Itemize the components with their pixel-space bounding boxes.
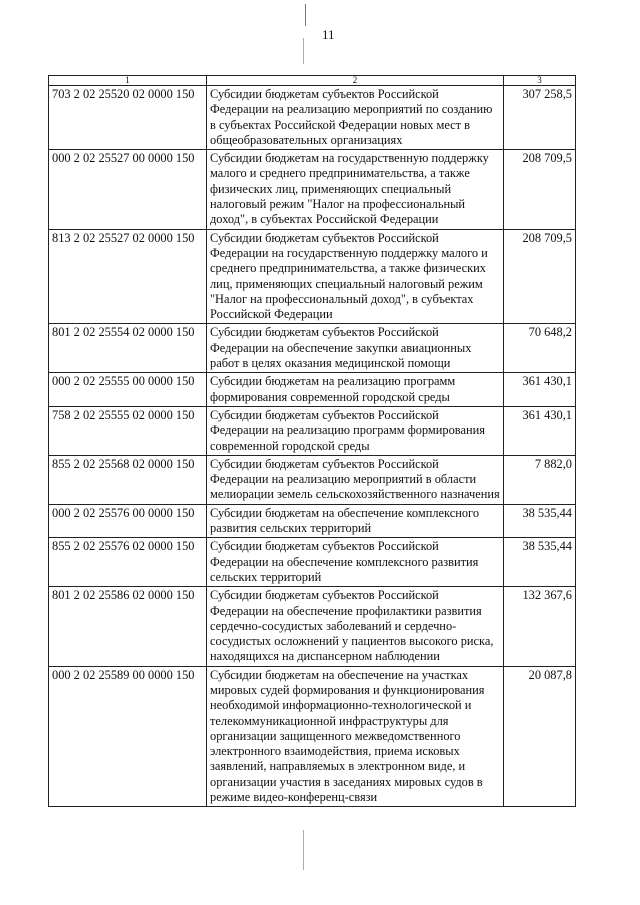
subsidy-description: Субсидии бюджетам на обеспечение на участках мировых судей формирования и функционирования необходимой информационно-технологической и телекоммуникационной инфраструктуры для организации защищенного межведомственного электронного взаимодействия, приема исковых заявлений, направляемых в электронном виде, и организации участия в заседаниях мировых судов в режиме видео-конференц-связи — [207, 666, 504, 807]
table-row — [49, 538, 576, 587]
budget-code: 855 2 02 25568 02 0000 150 — [49, 455, 207, 504]
subsidy-description: Субсидии бюджетам субъектов Российской Федерации на обеспечение комплексного развития сельских территорий — [207, 538, 504, 587]
subsidy-description: Субсидии бюджетам на государственную поддержку малого и среднего предпринимательства, а также физических лиц, применяющих специальный налоговый режим "Налог на профессиональный доход", в субъектах Российской Федерации — [207, 150, 504, 229]
amount: 38 535,44 — [504, 504, 576, 538]
scan-artifact-bottom — [303, 830, 304, 870]
budget-code: 703 2 02 25520 02 0000 150 — [49, 86, 207, 150]
table-row — [49, 504, 576, 538]
column-header-code: 1 — [49, 76, 207, 86]
subsidy-description: Субсидии бюджетам на реализацию программ формирования современной городской среды — [207, 373, 504, 407]
table-row — [49, 587, 576, 666]
page-number: 11 — [322, 27, 335, 42]
scan-artifact-middle — [303, 38, 304, 64]
amount: 38 535,44 — [504, 538, 576, 587]
column-header-name: 2 — [207, 76, 504, 86]
budget-code: 801 2 02 25586 02 0000 150 — [49, 587, 207, 666]
scan-artifact-top — [305, 4, 306, 26]
subsidy-description: Субсидии бюджетам субъектов Российской Федерации на обеспечение закупки авиационных работ в целях оказания медицинской помощи — [207, 324, 504, 373]
budget-table — [48, 75, 576, 807]
budget-code: 758 2 02 25555 02 0000 150 — [49, 406, 207, 455]
budget-code: 813 2 02 25527 02 0000 150 — [49, 229, 207, 324]
subsidy-description: Субсидии бюджетам субъектов Российской Федерации на реализацию мероприятий в области мелиорации земель сельскохозяйственного назначения — [207, 455, 504, 504]
subsidy-description: Субсидии бюджетам субъектов Российской Федерации на реализацию мероприятий по созданию в субъектах Российской Федерации новых мест в общеобразовательных организациях — [207, 86, 504, 150]
amount: 70 648,2 — [504, 324, 576, 373]
amount: 208 709,5 — [504, 229, 576, 324]
amount: 307 258,5 — [504, 86, 576, 150]
table-row — [49, 229, 576, 324]
budget-code: 000 2 02 25576 00 0000 150 — [49, 504, 207, 538]
table-row — [49, 666, 576, 807]
budget-code: 801 2 02 25554 02 0000 150 — [49, 324, 207, 373]
table-row — [49, 86, 576, 150]
subsidy-description: Субсидии бюджетам субъектов Российской Федерации на обеспечение профилактики развития сердечно-сосудистых заболеваний и сердечно-сосудистых осложнений у пациентов высокого риска, находящихся на диспансерном наблюдении — [207, 587, 504, 666]
budget-code: 855 2 02 25576 02 0000 150 — [49, 538, 207, 587]
budget-code: 000 2 02 25589 00 0000 150 — [49, 666, 207, 807]
amount: 7 882,0 — [504, 455, 576, 504]
table-row — [49, 324, 576, 373]
amount: 361 430,1 — [504, 406, 576, 455]
amount: 361 430,1 — [504, 373, 576, 407]
column-header-amount: 3 — [504, 76, 576, 86]
table-row — [49, 455, 576, 504]
subsidy-description: Субсидии бюджетам на обеспечение комплексного развития сельских территорий — [207, 504, 504, 538]
subsidy-description: Субсидии бюджетам субъектов Российской Федерации на реализацию программ формирования современной городской среды — [207, 406, 504, 455]
table-header-row — [49, 76, 576, 86]
table-row — [49, 406, 576, 455]
table-row — [49, 373, 576, 407]
budget-code: 000 2 02 25527 00 0000 150 — [49, 150, 207, 229]
amount: 208 709,5 — [504, 150, 576, 229]
subsidy-description: Субсидии бюджетам субъектов Российской Федерации на государственную поддержку малого и среднего предпринимательства, а также физических лиц, применяющих специальный налоговый режим "Налог на профессиональный доход", в субъектах Российской Федерации — [207, 229, 504, 324]
table-row — [49, 150, 576, 229]
budget-code: 000 2 02 25555 00 0000 150 — [49, 373, 207, 407]
amount: 132 367,6 — [504, 587, 576, 666]
amount: 20 087,8 — [504, 666, 576, 807]
